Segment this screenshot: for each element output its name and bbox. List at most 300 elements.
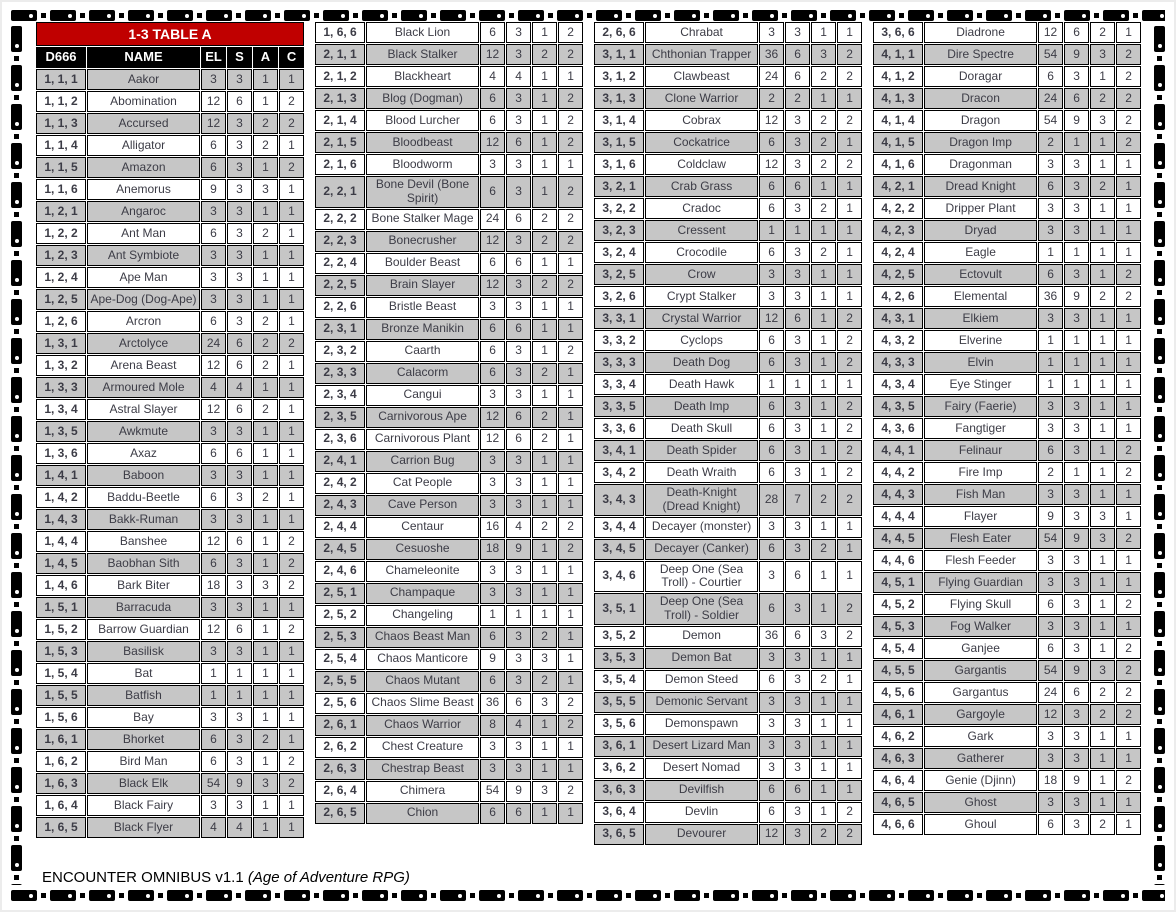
name-cell: Baddu-Beetle [87, 487, 200, 508]
border-art-square [14, 446, 19, 451]
a-cell: 1 [532, 759, 557, 780]
table-row [315, 341, 583, 362]
table-row [36, 311, 304, 332]
el-cell: 12 [480, 407, 505, 428]
el-cell: 12 [759, 110, 784, 131]
a-cell: 3 [1090, 110, 1115, 131]
a-cell: 1 [532, 539, 557, 560]
s-cell: 6 [227, 91, 252, 112]
d666-cell: 3, 2, 2 [594, 198, 644, 219]
c-cell: 1 [279, 707, 304, 728]
el-cell: 54 [1038, 660, 1063, 681]
d666-cell: 3, 6, 5 [594, 824, 644, 845]
d666-cell: 3, 2, 4 [594, 242, 644, 263]
border-art-bar [11, 260, 22, 286]
c-cell: 1 [837, 561, 862, 593]
name-cell: Barracuda [87, 597, 200, 618]
a-cell: 2 [532, 429, 557, 450]
el-cell: 12 [759, 308, 784, 329]
d666-cell: 2, 2, 3 [315, 231, 365, 252]
table-row [594, 44, 862, 65]
d666-cell: 3, 5, 5 [594, 692, 644, 713]
table-row [594, 593, 862, 625]
c-cell: 2 [1116, 462, 1141, 483]
name-cell: Death Spider [645, 440, 758, 461]
d666-cell: 4, 2, 3 [873, 220, 923, 241]
name-cell: Chrabat [645, 22, 758, 43]
table-row [36, 443, 304, 464]
c-cell: 1 [558, 429, 583, 450]
s-cell: 3 [506, 154, 531, 175]
a-cell: 1 [811, 396, 836, 417]
d666-cell: 3, 6, 3 [594, 780, 644, 801]
el-cell: 12 [201, 355, 226, 376]
a-cell: 2 [811, 670, 836, 691]
table-row [36, 773, 304, 794]
a-cell: 1 [253, 795, 278, 816]
table-row [36, 289, 304, 310]
border-art-bar [1154, 806, 1165, 832]
table-row [315, 319, 583, 340]
d666-cell: 4, 3, 2 [873, 330, 923, 351]
border-art-square [1133, 13, 1138, 18]
border-art-bar [791, 890, 817, 901]
a-cell: 2 [253, 333, 278, 354]
d666-cell: 4, 1, 2 [873, 66, 923, 87]
c-cell: 1 [1116, 506, 1141, 527]
el-cell: 6 [759, 176, 784, 197]
table-row [315, 44, 583, 65]
border-art-square [14, 641, 19, 646]
el-cell: 6 [759, 539, 784, 560]
name-cell: Centaur [366, 517, 479, 538]
s-cell: 6 [506, 132, 531, 153]
a-cell: 1 [1090, 352, 1115, 373]
el-cell: 3 [480, 154, 505, 175]
el-cell: 3 [1038, 726, 1063, 747]
d666-cell: 2, 6, 4 [315, 781, 365, 802]
c-cell: 1 [837, 22, 862, 43]
d666-cell: 4, 5, 1 [873, 572, 923, 593]
s-cell: 3 [785, 22, 810, 43]
table-row [315, 385, 583, 406]
d666-cell: 4, 4, 5 [873, 528, 923, 549]
name-cell: Anemorus [87, 179, 200, 200]
name-cell: Death Wraith [645, 462, 758, 483]
table-row [36, 597, 304, 618]
s-cell: 3 [506, 561, 531, 582]
s-cell: 3 [506, 110, 531, 131]
border-art-bar [1154, 221, 1165, 247]
table-row [594, 648, 862, 669]
border-art-square [14, 836, 19, 841]
s-cell: 6 [506, 429, 531, 450]
table-row [594, 176, 862, 197]
border-art-bar [830, 10, 856, 21]
s-cell: 6 [227, 355, 252, 376]
a-cell: 1 [811, 308, 836, 329]
a-cell: 1 [1090, 242, 1115, 263]
el-cell: 12 [480, 429, 505, 450]
table-row [36, 267, 304, 288]
border-art-square [14, 758, 19, 763]
border-art-square [236, 893, 241, 898]
s-cell: 1 [506, 605, 531, 626]
el-cell: 6 [480, 22, 505, 43]
el-cell: 6 [201, 311, 226, 332]
s-cell: 6 [1064, 22, 1089, 43]
s-cell: 3 [227, 245, 252, 266]
border-art-square [1157, 875, 1162, 880]
a-cell: 2 [532, 209, 557, 230]
el-cell: 12 [759, 824, 784, 845]
name-cell: Awkmute [87, 421, 200, 442]
d666-cell: 2, 5, 1 [315, 583, 365, 604]
c-cell: 1 [558, 451, 583, 472]
a-cell: 1 [532, 583, 557, 604]
name-cell: Ant Man [87, 223, 200, 244]
a-cell: 2 [1090, 286, 1115, 307]
d666-cell: 2, 6, 6 [594, 22, 644, 43]
a-cell: 1 [1090, 66, 1115, 87]
table-row [594, 714, 862, 735]
s-cell: 3 [1064, 748, 1089, 769]
name-cell: Champaque [366, 583, 479, 604]
border-art-square [41, 893, 46, 898]
a-cell: 1 [253, 641, 278, 662]
a-cell: 1 [253, 69, 278, 90]
el-cell: 1 [1038, 352, 1063, 373]
s-cell: 9 [506, 781, 531, 802]
a-cell: 3 [532, 649, 557, 670]
s-cell: 3 [785, 242, 810, 263]
border-art-square [470, 893, 475, 898]
border-art-square [704, 13, 709, 18]
table-row [315, 110, 583, 131]
s-cell: 3 [227, 179, 252, 200]
border-art-square [1157, 524, 1162, 529]
c-cell: 2 [558, 517, 583, 538]
d666-cell: 4, 5, 3 [873, 616, 923, 637]
a-cell: 1 [1090, 594, 1115, 615]
border-art-square [14, 329, 19, 334]
name-cell: Dire Spectre [924, 44, 1037, 65]
border-art-square [314, 893, 319, 898]
el-cell: 6 [480, 803, 505, 824]
c-cell: 1 [279, 289, 304, 310]
c-cell: 1 [558, 253, 583, 274]
c-cell: 1 [279, 509, 304, 530]
el-cell: 3 [759, 648, 784, 669]
c-cell: 1 [279, 443, 304, 464]
border-art-square [275, 13, 280, 18]
c-cell: 1 [837, 780, 862, 801]
el-cell: 3 [1038, 748, 1063, 769]
name-cell: Chameleonite [366, 561, 479, 582]
name-cell: Gatherer [924, 748, 1037, 769]
border-art-square [14, 719, 19, 724]
d666-cell: 3, 1, 5 [594, 132, 644, 153]
d666-cell: 1, 6, 3 [36, 773, 86, 794]
c-cell: 1 [837, 198, 862, 219]
s-cell: 6 [1064, 88, 1089, 109]
el-cell: 3 [480, 561, 505, 582]
el-cell: 3 [480, 451, 505, 472]
s-cell: 3 [227, 157, 252, 178]
d666-cell: 1, 2, 2 [36, 223, 86, 244]
el-cell: 24 [1038, 88, 1063, 109]
d666-cell: 4, 1, 4 [873, 110, 923, 131]
border-art-square [548, 893, 553, 898]
a-cell: 1 [253, 201, 278, 222]
d666-cell: 4, 6, 6 [873, 814, 923, 835]
table-row [873, 286, 1141, 307]
name-cell: Axaz [87, 443, 200, 464]
border-art-bar [908, 890, 934, 901]
border-art-square [938, 13, 943, 18]
el-cell: 1 [201, 663, 226, 684]
d666-cell: 2, 3, 3 [315, 363, 365, 384]
s-cell: 3 [227, 487, 252, 508]
el-cell: 12 [759, 154, 784, 175]
border-art-square [743, 13, 748, 18]
border-art-bar [11, 572, 22, 598]
d666-cell: 3, 5, 4 [594, 670, 644, 691]
name-cell: Decayer (monster) [645, 517, 758, 538]
border-art-square [1157, 719, 1162, 724]
el-cell: 54 [480, 781, 505, 802]
a-cell: 1 [811, 330, 836, 351]
a-cell: 1 [532, 473, 557, 494]
s-cell: 6 [785, 626, 810, 647]
table-row [873, 528, 1141, 549]
d666-cell: 4, 4, 4 [873, 506, 923, 527]
a-cell: 3 [532, 693, 557, 714]
d666-cell: 3, 6, 1 [594, 736, 644, 757]
d666-cell: 3, 4, 6 [594, 561, 644, 593]
border-art-square [1157, 251, 1162, 256]
d666-cell: 3, 4, 3 [594, 484, 644, 516]
name-cell: Chion [366, 803, 479, 824]
s-cell: 3 [506, 363, 531, 384]
el-cell: 3 [759, 22, 784, 43]
border-art-bar [167, 890, 193, 901]
name-cell: Baobhan Sith [87, 553, 200, 574]
table-row [36, 751, 304, 772]
border-art-square [587, 893, 592, 898]
s-cell: 9 [227, 773, 252, 794]
a-cell: 1 [253, 245, 278, 266]
table-row [873, 220, 1141, 241]
c-cell: 1 [1116, 726, 1141, 747]
table-row [594, 88, 862, 109]
encounter-table-column-2 [314, 21, 584, 825]
border-art-bar [284, 890, 310, 901]
border-art-square [14, 368, 19, 373]
c-cell: 2 [837, 484, 862, 516]
d666-cell: 4, 6, 1 [873, 704, 923, 725]
s-cell: 3 [1064, 814, 1089, 835]
table-row [36, 817, 304, 838]
table-row [594, 308, 862, 329]
border-art-square [353, 13, 358, 18]
d666-cell: 3, 1, 2 [594, 66, 644, 87]
c-cell: 2 [837, 330, 862, 351]
d666-cell: 4, 2, 5 [873, 264, 923, 285]
d666-cell: 3, 6, 6 [873, 22, 923, 43]
border-art-square [158, 13, 163, 18]
name-cell: Bark Biter [87, 575, 200, 596]
s-cell: 3 [506, 451, 531, 472]
c-cell: 2 [837, 462, 862, 483]
s-cell: 6 [227, 333, 252, 354]
s-cell: 3 [506, 627, 531, 648]
d666-cell: 2, 6, 5 [315, 803, 365, 824]
el-cell: 12 [1038, 704, 1063, 725]
table-row [873, 88, 1141, 109]
s-cell: 6 [785, 561, 810, 593]
table-row [594, 374, 862, 395]
table-row [315, 649, 583, 670]
name-cell: Fire Imp [924, 462, 1037, 483]
name-cell: Chestrap Beast [366, 759, 479, 780]
c-cell: 2 [1116, 704, 1141, 725]
a-cell: 1 [253, 663, 278, 684]
a-cell: 1 [253, 289, 278, 310]
d666-cell: 1, 6, 1 [36, 729, 86, 750]
table-row [315, 451, 583, 472]
d666-cell: 2, 2, 5 [315, 275, 365, 296]
s-cell: 3 [506, 88, 531, 109]
border-art-bar [401, 10, 427, 21]
d666-cell: 1, 5, 3 [36, 641, 86, 662]
s-cell: 1 [1064, 352, 1089, 373]
a-cell: 1 [1090, 440, 1115, 461]
a-cell: 1 [811, 593, 836, 625]
table-row [315, 561, 583, 582]
border-art-bar [557, 890, 583, 901]
encounter-table-column-1 [35, 21, 305, 839]
border-art-square [665, 893, 670, 898]
a-cell: 1 [253, 421, 278, 442]
table-row [594, 418, 862, 439]
s-cell: 3 [506, 341, 531, 362]
c-cell: 2 [1116, 44, 1141, 65]
border-art-bar [1025, 10, 1051, 21]
d666-cell: 1, 3, 4 [36, 399, 86, 420]
d666-cell: 2, 2, 4 [315, 253, 365, 274]
d666-cell: 2, 5, 2 [315, 605, 365, 626]
d666-cell: 1, 5, 1 [36, 597, 86, 618]
a-cell: 1 [811, 462, 836, 483]
name-cell: Cangui [366, 385, 479, 406]
border-art-bar [1154, 260, 1165, 286]
el-cell: 28 [759, 484, 784, 516]
el-cell: 3 [1038, 396, 1063, 417]
el-cell: 3 [480, 385, 505, 406]
d666-cell: 1, 1, 3 [36, 113, 86, 134]
c-cell: 2 [558, 231, 583, 252]
c-cell: 2 [558, 110, 583, 131]
c-cell: 2 [558, 539, 583, 560]
border-art-square [782, 893, 787, 898]
c-cell: 1 [1116, 308, 1141, 329]
d666-cell: 3, 1, 1 [594, 44, 644, 65]
table-row [315, 132, 583, 153]
d666-cell: 3, 3, 1 [594, 308, 644, 329]
a-cell: 1 [811, 648, 836, 669]
a-cell: 2 [253, 311, 278, 332]
name-cell: Bristle Beast [366, 297, 479, 318]
border-art-bar [986, 10, 1012, 21]
s-cell: 6 [506, 209, 531, 230]
table-row [315, 693, 583, 714]
table-row [594, 264, 862, 285]
s-cell: 3 [227, 575, 252, 596]
a-cell: 1 [532, 495, 557, 516]
table-row [594, 330, 862, 351]
border-art-square [119, 13, 124, 18]
name-cell: Carnivorous Plant [366, 429, 479, 450]
c-cell: 1 [837, 176, 862, 197]
s-cell: 3 [506, 583, 531, 604]
el-cell: 6 [759, 670, 784, 691]
border-art-square [1016, 893, 1021, 898]
a-cell: 1 [532, 385, 557, 406]
s-cell: 3 [506, 297, 531, 318]
s-cell: 3 [1064, 792, 1089, 813]
border-art-square [80, 893, 85, 898]
border-art-bar [518, 10, 544, 21]
el-cell: 12 [480, 44, 505, 65]
table-row [594, 780, 862, 801]
border-art-bar [11, 845, 22, 871]
name-cell: Bloodbeast [366, 132, 479, 153]
border-art-bar [1154, 650, 1165, 676]
el-cell: 6 [759, 242, 784, 263]
name-cell: Gargantis [924, 660, 1037, 681]
table-row [873, 682, 1141, 703]
a-cell: 1 [1090, 396, 1115, 417]
table-row [873, 616, 1141, 637]
table-row [594, 484, 862, 516]
s-cell: 6 [227, 531, 252, 552]
d666-cell: 1, 6, 2 [36, 751, 86, 772]
c-cell: 1 [279, 663, 304, 684]
name-cell: Cyclops [645, 330, 758, 351]
border-art-bar [674, 890, 700, 901]
name-cell: Devlin [645, 802, 758, 823]
table-row [873, 748, 1141, 769]
table-row [315, 517, 583, 538]
border-art-bar [11, 611, 22, 637]
border-art-square [1157, 641, 1162, 646]
s-cell: 3 [1064, 66, 1089, 87]
d666-cell: 1, 2, 3 [36, 245, 86, 266]
border-art-bar [596, 890, 622, 901]
a-cell: 2 [532, 517, 557, 538]
c-cell: 2 [1116, 682, 1141, 703]
name-cell: Fog Walker [924, 616, 1037, 637]
border-art-bar [752, 890, 778, 901]
d666-cell: 2, 6, 3 [315, 759, 365, 780]
d666-cell: 2, 3, 5 [315, 407, 365, 428]
s-cell: 3 [1064, 440, 1089, 461]
s-cell: 9 [1064, 286, 1089, 307]
name-cell: Accursed [87, 113, 200, 134]
table-row [594, 286, 862, 307]
border-art-bar [362, 890, 388, 901]
